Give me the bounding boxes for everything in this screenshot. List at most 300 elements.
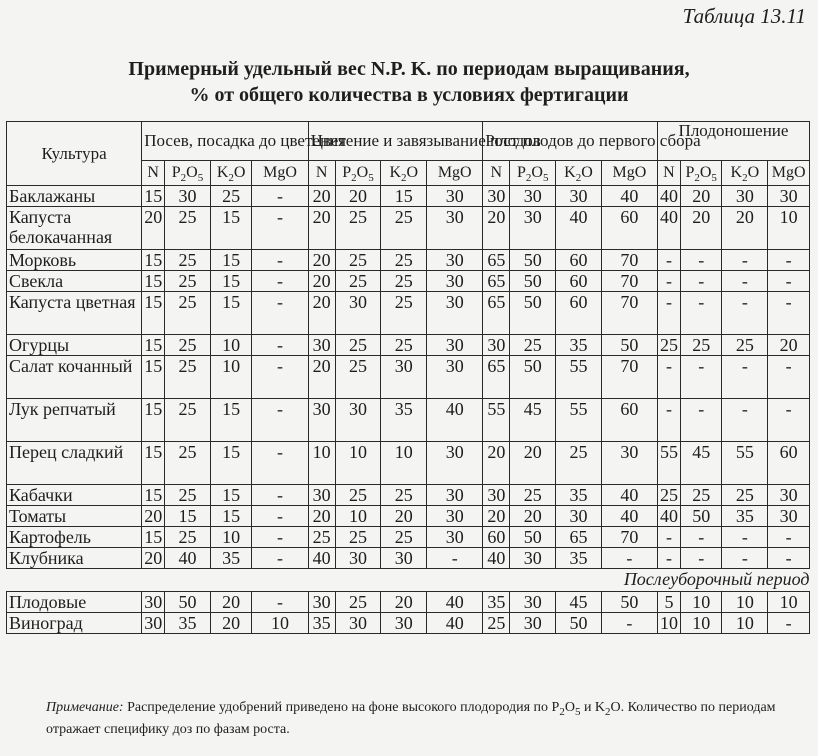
- value-cell: 20: [510, 506, 556, 527]
- value-cell: 45: [510, 399, 556, 442]
- value-cell: 35: [165, 613, 211, 634]
- value-cell: -: [680, 399, 722, 442]
- value-cell: 60: [556, 292, 602, 335]
- value-cell: 20: [308, 250, 335, 271]
- value-cell: 20: [308, 186, 335, 207]
- value-cell: 30: [308, 485, 335, 506]
- value-cell: -: [252, 506, 308, 527]
- value-cell: -: [768, 250, 810, 271]
- table-row: [7, 548, 810, 569]
- value-cell: 65: [483, 356, 510, 399]
- value-cell: -: [722, 250, 768, 271]
- value-cell: 30: [427, 356, 483, 399]
- value-cell: 25: [165, 527, 211, 548]
- value-cell: 25: [210, 186, 252, 207]
- value-cell: 60: [601, 399, 657, 442]
- value-cell: 15: [210, 292, 252, 335]
- value-cell: 20: [680, 186, 722, 207]
- value-cell: 40: [427, 592, 483, 613]
- nutrient-header: $K_2O$: [722, 161, 768, 186]
- crop-name: Морковь: [7, 250, 142, 271]
- value-cell: -: [768, 548, 810, 569]
- value-cell: 35: [381, 399, 427, 442]
- value-cell: 25: [335, 335, 381, 356]
- value-cell: 35: [210, 548, 252, 569]
- value-cell: 40: [556, 207, 602, 250]
- value-cell: 35: [556, 548, 602, 569]
- value-cell: 25: [165, 271, 211, 292]
- value-cell: 25: [165, 356, 211, 399]
- value-cell: 15: [142, 271, 165, 292]
- value-cell: 20: [142, 506, 165, 527]
- nutrient-header: $P_2O_5$: [335, 161, 381, 186]
- crop-column-header: Культура: [7, 122, 142, 186]
- crop-name: Виноград: [7, 613, 142, 634]
- value-cell: 15: [210, 506, 252, 527]
- value-cell: -: [680, 292, 722, 335]
- value-cell: 30: [510, 548, 556, 569]
- value-cell: -: [658, 250, 681, 271]
- crop-name: Огурцы: [7, 335, 142, 356]
- value-cell: 25: [658, 485, 681, 506]
- value-cell: -: [252, 356, 308, 399]
- value-cell: 20: [308, 271, 335, 292]
- period-header-sowing: Посев, посадка до цветения: [142, 122, 308, 161]
- value-cell: 40: [601, 186, 657, 207]
- value-cell: 40: [658, 506, 681, 527]
- value-cell: 30: [510, 592, 556, 613]
- value-cell: 10: [210, 356, 252, 399]
- value-cell: 10: [335, 506, 381, 527]
- value-cell: 50: [510, 271, 556, 292]
- table-row: [7, 399, 810, 442]
- value-cell: -: [658, 356, 681, 399]
- value-cell: -: [768, 356, 810, 399]
- value-cell: -: [722, 271, 768, 292]
- value-cell: 20: [308, 506, 335, 527]
- value-cell: -: [680, 527, 722, 548]
- value-cell: 15: [142, 527, 165, 548]
- value-cell: 30: [427, 485, 483, 506]
- value-cell: 55: [556, 356, 602, 399]
- value-cell: 15: [142, 335, 165, 356]
- value-cell: -: [601, 548, 657, 569]
- value-cell: -: [252, 250, 308, 271]
- value-cell: 25: [165, 292, 211, 335]
- value-cell: 70: [601, 356, 657, 399]
- value-cell: 30: [510, 186, 556, 207]
- nutrient-header: $P_2O_5$: [510, 161, 556, 186]
- value-cell: 20: [381, 592, 427, 613]
- value-cell: 30: [427, 250, 483, 271]
- value-cell: 40: [601, 485, 657, 506]
- value-cell: 30: [165, 186, 211, 207]
- value-cell: 25: [483, 613, 510, 634]
- value-cell: 10: [335, 442, 381, 485]
- value-cell: -: [658, 271, 681, 292]
- table-row: [7, 292, 810, 335]
- value-cell: 50: [165, 592, 211, 613]
- value-cell: 10: [722, 592, 768, 613]
- value-cell: 40: [483, 548, 510, 569]
- value-cell: 60: [483, 527, 510, 548]
- value-cell: 30: [427, 442, 483, 485]
- value-cell: 30: [335, 613, 381, 634]
- value-cell: 70: [601, 250, 657, 271]
- value-cell: 50: [510, 292, 556, 335]
- value-cell: 50: [680, 506, 722, 527]
- value-cell: -: [722, 527, 768, 548]
- value-cell: 15: [142, 250, 165, 271]
- value-cell: 30: [483, 186, 510, 207]
- nutrient-header: MgO: [768, 161, 810, 186]
- value-cell: 15: [142, 442, 165, 485]
- value-cell: -: [252, 292, 308, 335]
- value-cell: 15: [210, 399, 252, 442]
- value-cell: 65: [483, 292, 510, 335]
- value-cell: -: [427, 548, 483, 569]
- value-cell: -: [768, 271, 810, 292]
- value-cell: 30: [381, 548, 427, 569]
- crop-name: Плодовые: [7, 592, 142, 613]
- value-cell: 15: [210, 485, 252, 506]
- period-header-fruit-growth: Рост плодов до первого сбора: [483, 122, 658, 161]
- value-cell: 70: [601, 292, 657, 335]
- value-cell: 60: [601, 207, 657, 250]
- value-cell: 25: [381, 250, 427, 271]
- value-cell: -: [680, 250, 722, 271]
- value-cell: 30: [335, 292, 381, 335]
- value-cell: 55: [658, 442, 681, 485]
- table-body: [7, 186, 810, 634]
- value-cell: 50: [556, 613, 602, 634]
- nutrient-header: $P_2O_5$: [165, 161, 211, 186]
- value-cell: 15: [142, 292, 165, 335]
- value-cell: -: [722, 356, 768, 399]
- value-cell: 65: [483, 271, 510, 292]
- value-cell: 20: [483, 506, 510, 527]
- value-cell: 35: [483, 592, 510, 613]
- value-cell: -: [658, 527, 681, 548]
- value-cell: -: [658, 548, 681, 569]
- value-cell: 10: [210, 527, 252, 548]
- value-cell: 25: [165, 207, 211, 250]
- value-cell: 30: [601, 442, 657, 485]
- value-cell: 50: [510, 250, 556, 271]
- table-row: [7, 442, 810, 485]
- value-cell: 20: [308, 356, 335, 399]
- value-cell: -: [252, 186, 308, 207]
- value-cell: -: [722, 292, 768, 335]
- value-cell: 50: [510, 356, 556, 399]
- value-cell: 30: [510, 207, 556, 250]
- value-cell: 60: [556, 250, 602, 271]
- value-cell: 45: [680, 442, 722, 485]
- value-cell: 20: [335, 186, 381, 207]
- value-cell: 40: [658, 207, 681, 250]
- value-cell: -: [252, 442, 308, 485]
- table-note: [46, 697, 814, 741]
- value-cell: 25: [335, 527, 381, 548]
- value-cell: -: [252, 335, 308, 356]
- value-cell: 15: [142, 485, 165, 506]
- value-cell: 25: [722, 335, 768, 356]
- value-cell: 40: [658, 186, 681, 207]
- value-cell: 25: [381, 271, 427, 292]
- value-cell: 25: [722, 485, 768, 506]
- value-cell: 30: [142, 613, 165, 634]
- value-cell: 20: [308, 207, 335, 250]
- crop-name: Капуста белокачанная: [7, 207, 142, 250]
- post-harvest-label: Послеуборочный период: [623, 569, 810, 589]
- value-cell: 30: [381, 613, 427, 634]
- fertigation-table: [6, 121, 810, 634]
- value-cell: 35: [722, 506, 768, 527]
- value-cell: -: [252, 548, 308, 569]
- nutrient-header: $K_2O$: [381, 161, 427, 186]
- value-cell: -: [252, 527, 308, 548]
- value-cell: 65: [556, 527, 602, 548]
- value-cell: 35: [556, 485, 602, 506]
- value-cell: 30: [427, 335, 483, 356]
- value-cell: 25: [165, 335, 211, 356]
- value-cell: 30: [142, 592, 165, 613]
- value-cell: 10: [252, 613, 308, 634]
- table-row: [7, 592, 810, 613]
- value-cell: 30: [335, 548, 381, 569]
- table-title: [0, 56, 818, 108]
- value-cell: 55: [483, 399, 510, 442]
- value-cell: 10: [768, 207, 810, 250]
- value-cell: 25: [335, 250, 381, 271]
- crop-name: Баклажаны: [7, 186, 142, 207]
- title-line-1: Примерный удельный вес N.P. K. по периодам выращивания,: [128, 58, 690, 80]
- value-cell: 60: [556, 271, 602, 292]
- crop-name: Кабачки: [7, 485, 142, 506]
- value-cell: 15: [165, 506, 211, 527]
- value-cell: 20: [768, 335, 810, 356]
- crop-name: Лук репчатый: [7, 399, 142, 442]
- value-cell: 25: [510, 485, 556, 506]
- table-row: [7, 527, 810, 548]
- post-harvest-row: [7, 569, 810, 592]
- value-cell: 25: [335, 485, 381, 506]
- value-cell: -: [658, 292, 681, 335]
- value-cell: 30: [427, 207, 483, 250]
- table-row: [7, 271, 810, 292]
- value-cell: 20: [142, 548, 165, 569]
- value-cell: 15: [210, 250, 252, 271]
- crop-name: Капуста цветная: [7, 292, 142, 335]
- value-cell: 30: [556, 506, 602, 527]
- table-row: [7, 335, 810, 356]
- value-cell: 45: [556, 592, 602, 613]
- nutrient-header: N: [308, 161, 335, 186]
- value-cell: -: [768, 292, 810, 335]
- value-cell: 25: [381, 207, 427, 250]
- value-cell: 25: [556, 442, 602, 485]
- crop-name: Картофель: [7, 527, 142, 548]
- value-cell: 65: [483, 250, 510, 271]
- value-cell: 30: [308, 399, 335, 442]
- value-cell: 20: [510, 442, 556, 485]
- value-cell: 30: [556, 186, 602, 207]
- value-cell: 25: [658, 335, 681, 356]
- nutrient-header: $K_2O$: [556, 161, 602, 186]
- value-cell: 15: [210, 442, 252, 485]
- value-cell: 25: [680, 485, 722, 506]
- value-cell: 20: [210, 613, 252, 634]
- value-cell: 10: [722, 613, 768, 634]
- table-row: [7, 207, 810, 250]
- value-cell: 25: [680, 335, 722, 356]
- value-cell: 35: [308, 613, 335, 634]
- value-cell: 20: [142, 207, 165, 250]
- value-cell: 40: [308, 548, 335, 569]
- value-cell: 30: [308, 592, 335, 613]
- value-cell: 30: [427, 271, 483, 292]
- fertigation-table-container: [6, 121, 810, 634]
- value-cell: 5: [658, 592, 681, 613]
- crop-name: Клубника: [7, 548, 142, 569]
- value-cell: 70: [601, 527, 657, 548]
- value-cell: 30: [308, 335, 335, 356]
- value-cell: 25: [165, 485, 211, 506]
- value-cell: 50: [510, 527, 556, 548]
- nutrient-header: N: [658, 161, 681, 186]
- table-header: [7, 122, 810, 186]
- value-cell: 55: [556, 399, 602, 442]
- value-cell: 10: [308, 442, 335, 485]
- value-cell: -: [722, 548, 768, 569]
- value-cell: 40: [601, 506, 657, 527]
- table-row: [7, 613, 810, 634]
- crop-name: Перец сладкий: [7, 442, 142, 485]
- value-cell: 30: [768, 485, 810, 506]
- value-cell: 30: [427, 527, 483, 548]
- value-cell: 25: [335, 356, 381, 399]
- value-cell: 25: [335, 207, 381, 250]
- value-cell: 30: [768, 186, 810, 207]
- table-row: [7, 356, 810, 399]
- value-cell: -: [680, 271, 722, 292]
- value-cell: 25: [381, 527, 427, 548]
- crop-name: Свекла: [7, 271, 142, 292]
- value-cell: 50: [601, 335, 657, 356]
- period-header-flowering: Цветение и завязывание плодов: [308, 122, 483, 161]
- crop-name: Томаты: [7, 506, 142, 527]
- value-cell: -: [252, 399, 308, 442]
- value-cell: 40: [427, 613, 483, 634]
- value-cell: 20: [722, 207, 768, 250]
- value-cell: 10: [381, 442, 427, 485]
- table-row: [7, 250, 810, 271]
- crop-name: Салат кочанный: [7, 356, 142, 399]
- value-cell: 20: [308, 292, 335, 335]
- value-cell: -: [680, 548, 722, 569]
- value-cell: 25: [335, 592, 381, 613]
- value-cell: 15: [142, 356, 165, 399]
- note-text: Распределение удобрений приведено на фоне высокого плодородия по $P_2O_5$ и $K_2O$. Количество по периодам отражает специфику доз по фазам роста.: [46, 700, 776, 737]
- value-cell: -: [680, 356, 722, 399]
- value-cell: -: [768, 399, 810, 442]
- value-cell: 20: [680, 207, 722, 250]
- value-cell: 10: [658, 613, 681, 634]
- value-cell: 70: [601, 271, 657, 292]
- value-cell: -: [722, 399, 768, 442]
- value-cell: 25: [381, 292, 427, 335]
- value-cell: -: [658, 399, 681, 442]
- nutrient-header: MgO: [252, 161, 308, 186]
- value-cell: 40: [165, 548, 211, 569]
- value-cell: 25: [335, 271, 381, 292]
- value-cell: -: [252, 207, 308, 250]
- value-cell: 25: [165, 250, 211, 271]
- value-cell: 25: [165, 442, 211, 485]
- title-line-2: % от общего количества в условиях фертигации: [189, 84, 629, 106]
- nutrient-header: $K_2O$: [210, 161, 252, 186]
- nutrient-header: MgO: [427, 161, 483, 186]
- table-row: [7, 506, 810, 527]
- value-cell: 10: [210, 335, 252, 356]
- value-cell: 15: [142, 399, 165, 442]
- nutrient-header: N: [142, 161, 165, 186]
- value-cell: -: [768, 527, 810, 548]
- value-cell: 20: [210, 592, 252, 613]
- value-cell: -: [252, 271, 308, 292]
- value-cell: 25: [381, 485, 427, 506]
- value-cell: 10: [680, 613, 722, 634]
- value-cell: 30: [510, 613, 556, 634]
- value-cell: 10: [768, 592, 810, 613]
- value-cell: 30: [483, 485, 510, 506]
- value-cell: 15: [142, 186, 165, 207]
- value-cell: 10: [680, 592, 722, 613]
- value-cell: 25: [308, 527, 335, 548]
- value-cell: 30: [722, 186, 768, 207]
- value-cell: 30: [483, 335, 510, 356]
- value-cell: 30: [427, 292, 483, 335]
- value-cell: 40: [427, 399, 483, 442]
- value-cell: 60: [768, 442, 810, 485]
- value-cell: 35: [556, 335, 602, 356]
- value-cell: 15: [210, 271, 252, 292]
- value-cell: 30: [768, 506, 810, 527]
- value-cell: -: [768, 613, 810, 634]
- nutrient-header: MgO: [601, 161, 657, 186]
- value-cell: 50: [601, 592, 657, 613]
- nutrient-header: $P_2O_5$: [680, 161, 722, 186]
- value-cell: 30: [335, 399, 381, 442]
- value-cell: 20: [483, 442, 510, 485]
- nutrient-header: N: [483, 161, 510, 186]
- table-row: [7, 485, 810, 506]
- value-cell: 20: [483, 207, 510, 250]
- period-header-fruiting: Плодоношение: [658, 122, 810, 161]
- value-cell: 25: [381, 335, 427, 356]
- value-cell: -: [601, 613, 657, 634]
- table-number: Таблица 13.11: [682, 4, 806, 28]
- value-cell: 15: [381, 186, 427, 207]
- value-cell: 30: [381, 356, 427, 399]
- value-cell: 25: [510, 335, 556, 356]
- value-cell: 30: [427, 506, 483, 527]
- table-row: [7, 186, 810, 207]
- value-cell: 55: [722, 442, 768, 485]
- note-label: Примечание:: [46, 700, 124, 715]
- value-cell: 25: [165, 399, 211, 442]
- value-cell: 20: [381, 506, 427, 527]
